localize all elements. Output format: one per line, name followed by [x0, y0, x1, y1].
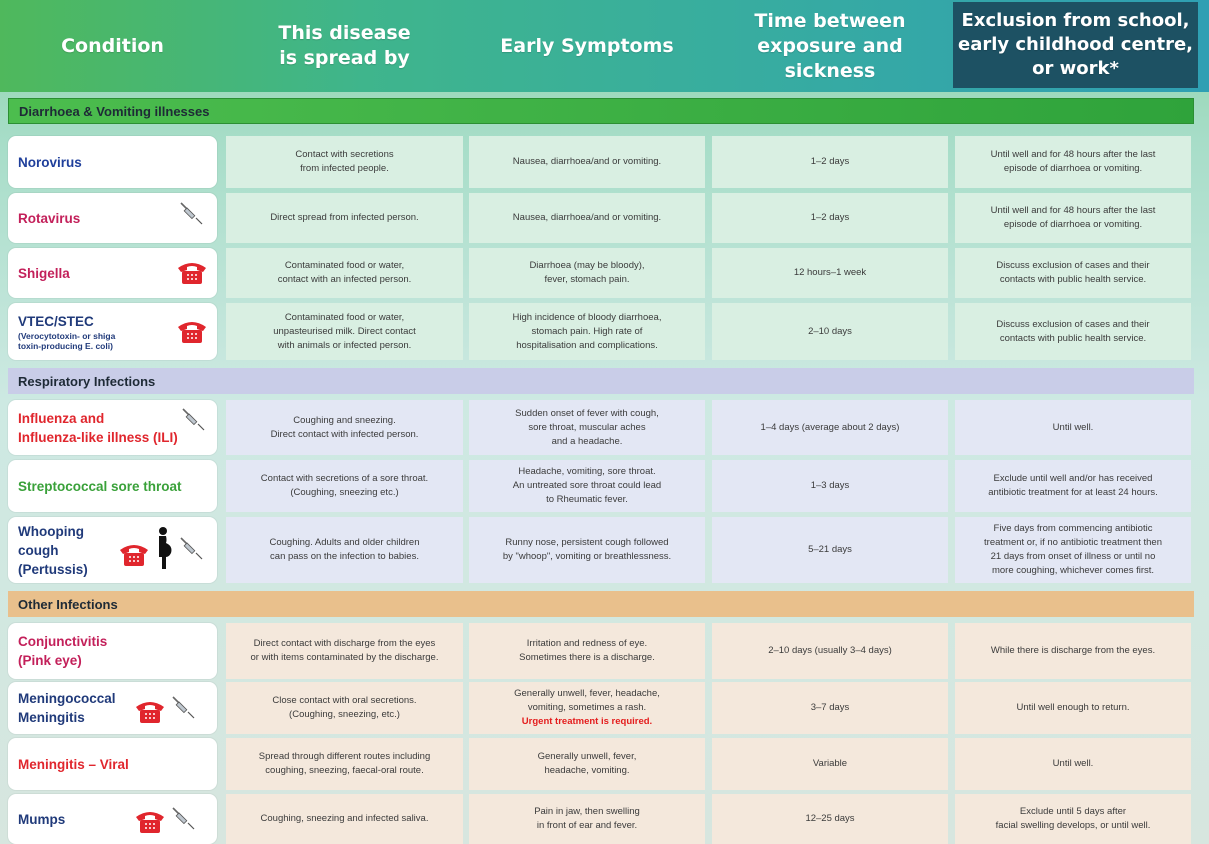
- cell-time: 1–2 days: [712, 136, 948, 188]
- cell-time: 2–10 days (usually 3–4 days): [712, 623, 948, 679]
- cell-time: 12 hours–1 week: [712, 248, 948, 298]
- cell-time: 3–7 days: [712, 682, 948, 734]
- table-header: [0, 0, 1209, 92]
- cell-spread: Contact with secretions of a sore throat. (Coughing, sneezing etc.): [226, 460, 463, 512]
- cell-exclusion: Five days from commencing antibiotic treatment or, if no antibiotic treatment then 21 days from onset of illness or until no more coughing, whichever comes first.: [955, 517, 1191, 583]
- cell-exclusion: Exclude until well and/or has received antibiotic treatment for at least 24 hours.: [955, 460, 1191, 512]
- condition-name: Meningococcal Meningitis: [18, 691, 116, 725]
- cell-symptoms: Sudden onset of fever with cough, sore throat, muscular aches and a headache.: [469, 400, 705, 455]
- header-symptoms: Early Symptoms: [500, 34, 674, 57]
- needle-icon: [178, 535, 204, 561]
- condition-name: Norovirus: [18, 154, 82, 170]
- cell-exclusion: Until well.: [955, 400, 1191, 455]
- cell-symptoms: High incidence of bloody diarrhoea, stomach pain. High rate of hospitalisation and complications.: [469, 303, 705, 360]
- cell-exclusion: Discuss exclusion of cases and their contacts with public health service.: [955, 303, 1191, 360]
- needle-icon: [180, 406, 206, 432]
- symptoms-text: Generally unwell, fever, headache, vomiting, sometimes a rash.: [514, 688, 660, 713]
- header-condition: Condition: [61, 34, 164, 57]
- condition-strep-throat: [8, 460, 217, 512]
- icon-group: [134, 802, 196, 834]
- header-spread: This disease is spread by: [278, 22, 411, 69]
- cell-spread: Contaminated food or water, contact with an infected person.: [226, 248, 463, 298]
- condition-name: Influenza and Influenza-like illness (ILI): [18, 410, 178, 445]
- section-respiratory: Respiratory Infections: [8, 368, 1194, 394]
- condition-conjunctivitis: [8, 623, 217, 679]
- icon-group: [176, 259, 208, 285]
- condition-meningitis-viral: [8, 738, 217, 790]
- phone-icon: [176, 259, 208, 285]
- cell-spread: Coughing. Adults and older children can pass on the infection to babies.: [226, 517, 463, 583]
- cell-exclusion: Until well and for 48 hours after the last episode of diarrhoea or vomiting.: [955, 193, 1191, 243]
- cell-symptoms: Diarrhoea (may be bloody), fever, stomach pain.: [469, 248, 705, 298]
- icon-group: [134, 690, 196, 724]
- cell-symptoms: Runny nose, persistent cough followed by "whoop", vomiting or breathlessness.: [469, 517, 705, 583]
- cell-time: Variable: [712, 738, 948, 790]
- cell-spread: Coughing and sneezing. Direct contact with infected person.: [226, 400, 463, 455]
- phone-icon: [118, 541, 150, 567]
- cell-time: 1–2 days: [712, 193, 948, 243]
- needle-icon: [178, 200, 204, 226]
- cell-spread: Spread through different routes including coughing, sneezing, faecal-oral route.: [226, 738, 463, 790]
- condition-name: Meningitis – Viral: [18, 756, 129, 772]
- phone-icon: [134, 698, 166, 724]
- cell-spread: Close contact with oral secretions. (Coughing, sneezing, etc.): [226, 682, 463, 734]
- cell-time: 5–21 days: [712, 517, 948, 583]
- cell-symptoms: Generally unwell, fever, headache, vomiting.: [469, 738, 705, 790]
- condition-name: Streptococcal sore throat: [18, 478, 182, 494]
- header-time: Time between exposure and sickness: [754, 9, 906, 82]
- cell-symptoms: Nausea, diarrhoea/and or vomiting.: [469, 193, 705, 243]
- icon-group: [118, 526, 204, 570]
- header-exclusion: Exclusion from school, early childhood centre, or work*: [953, 2, 1198, 88]
- condition-name: Conjunctivitis (Pink eye): [18, 634, 108, 668]
- cell-time: 1–3 days: [712, 460, 948, 512]
- cell-spread: Contaminated food or water, unpasteurised milk. Direct contact with animals or infected person.: [226, 303, 463, 360]
- icon-group: [180, 406, 206, 432]
- cell-spread: Direct spread from infected person.: [226, 193, 463, 243]
- phone-icon: [134, 808, 166, 834]
- cell-symptoms: Pain in jaw, then swelling in front of ear and fever.: [469, 794, 705, 844]
- cell-time: 12–25 days: [712, 794, 948, 844]
- cell-exclusion: Until well.: [955, 738, 1191, 790]
- urgent-warning: Urgent treatment is required.: [521, 716, 653, 727]
- needle-icon: [170, 694, 196, 720]
- condition-name: Rotavirus: [18, 210, 81, 226]
- cell-spread: Coughing, sneezing and infected saliva.: [226, 794, 463, 844]
- cell-spread: Contact with secretions from infected people.: [226, 136, 463, 188]
- condition-name: Shigella: [18, 265, 70, 281]
- cell-exclusion: Exclude until 5 days after facial swelling develops, or until well.: [955, 794, 1191, 844]
- phone-icon: [176, 318, 208, 344]
- condition-name: Mumps: [18, 811, 66, 827]
- cell-time: 1–4 days (average about 2 days): [712, 400, 948, 455]
- cell-exclusion: While there is discharge from the eyes.: [955, 623, 1191, 679]
- cell-exclusion: Discuss exclusion of cases and their contacts with public health service.: [955, 248, 1191, 298]
- condition-name: Whooping cough (Pertussis): [18, 523, 88, 577]
- icon-group: [176, 318, 208, 344]
- cell-symptoms: Nausea, diarrhoea/and or vomiting.: [469, 136, 705, 188]
- needle-icon: [170, 805, 196, 831]
- pregnant-woman-icon: [154, 526, 174, 570]
- cell-time: 2–10 days: [712, 303, 948, 360]
- condition-name: VTEC/STEC: [18, 314, 94, 329]
- cell-symptoms: Irritation and redness of eye. Sometimes there is a discharge.: [469, 623, 705, 679]
- condition-subtitle: (Verocytotoxin- or shiga toxin-producing E. coli): [18, 331, 116, 351]
- condition-norovirus: [8, 136, 217, 188]
- cell-symptoms: Headache, vomiting, sore throat. An untreated sore throat could lead to Rheumatic fever.: [469, 460, 705, 512]
- icon-group: [178, 200, 204, 226]
- cell-exclusion: Until well enough to return.: [955, 682, 1191, 734]
- cell-spread: Direct contact with discharge from the eyes or with items contaminated by the discharge.: [226, 623, 463, 679]
- cell-exclusion: Until well and for 48 hours after the last episode of diarrhoea or vomiting.: [955, 136, 1191, 188]
- section-other-infections: Other Infections: [8, 591, 1194, 617]
- section-diarrhoea-vomiting: Diarrhoea & Vomiting illnesses: [8, 98, 1194, 124]
- cell-symptoms: [469, 682, 705, 734]
